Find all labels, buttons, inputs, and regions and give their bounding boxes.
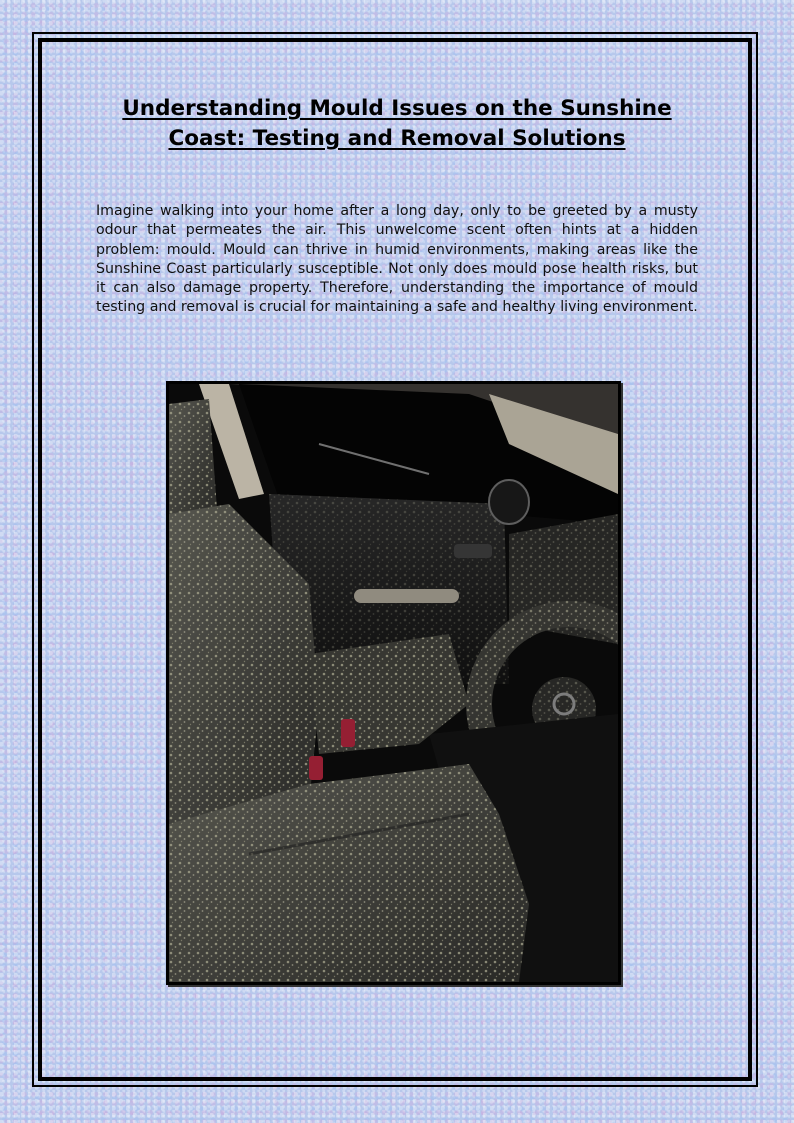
intro-paragraph: Imagine walking into your home after a long day, only to be greeted by a musty odour that permeates the air. This unwelcome scent often hints at a hidden problem: mould. Mould can thrive in humid environments, making areas like the Sunshine Coast particularly susceptible. Not only does mould pose health risks, but it can also damage property. Therefore, understanding the importance of mould testing and removal is crucial for maintaining a safe and healthy living environment. bbox=[96, 203, 698, 316]
document-title: Understanding Mould Issues on the Sunshine Coast: Testing and Removal Solutions bbox=[122, 96, 672, 151]
car-interior-photo bbox=[166, 381, 621, 985]
car-interior-illustration bbox=[169, 384, 618, 982]
